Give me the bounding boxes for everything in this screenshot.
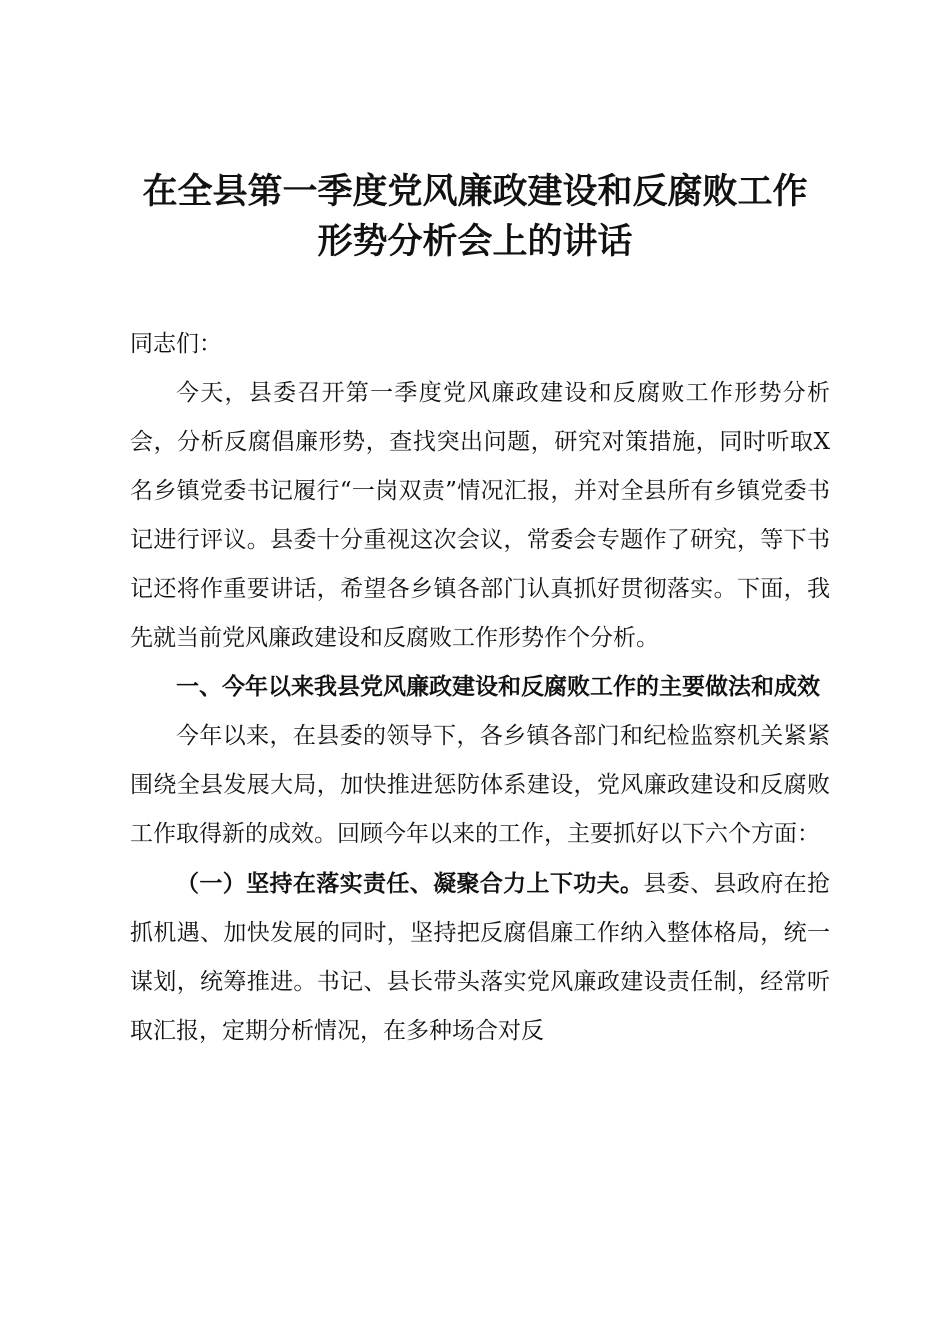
document-title-line-1: 在全县第一季度党风廉政建设和反腐败工作 xyxy=(142,171,808,212)
point-1-text: 县委、县政府在抢抓机遇、加快发展的同时，坚持把反腐倡廉工作纳入整体格局，统一谋划，统筹推进。书记、县长带头落实党风廉政建设责任制，经常听取汇报，定期分析情况，在多种场合对反 xyxy=(130,871,831,1044)
salutation: 同志们： xyxy=(130,331,222,357)
point-1-lead: （一）坚持在落实责任、凝聚合力上下功夫。 xyxy=(176,870,644,897)
paragraph-point-1 xyxy=(130,859,830,1056)
document-body xyxy=(130,320,830,1056)
section-heading-1: 一、今年以来我县党风廉政建设和反腐败工作的主要做法和成效 xyxy=(176,674,820,700)
document-title-line-2: 形势分析会上的讲话 xyxy=(317,221,633,262)
paragraph-intro: 今天，县委召开第一季度党风廉政建设和反腐败工作形势分析会，分析反腐倡廉形势，查找突出问题，研究对策措施，同时听取X名乡镇党委书记履行“一岗双责”情况汇报，并对全县所有乡镇党委书记进行评议。县委十分重视这次会议，常委会专题作了研究，等下书记还将作重要讲话，希望各乡镇各部门认真抓好贯彻落实。下面，我先就当前党风廉政建设和反腐败工作形势作个分析。 xyxy=(130,380,830,651)
paragraph-overview: 今年以来，在县委的领导下，各乡镇各部门和纪检监察机关紧紧围绕全县发展大局，加快推进惩防体系建设，党风廉政建设和反腐败工作取得新的成效。回顾今年以来的工作，主要抓好以下六个方面： xyxy=(130,723,830,847)
